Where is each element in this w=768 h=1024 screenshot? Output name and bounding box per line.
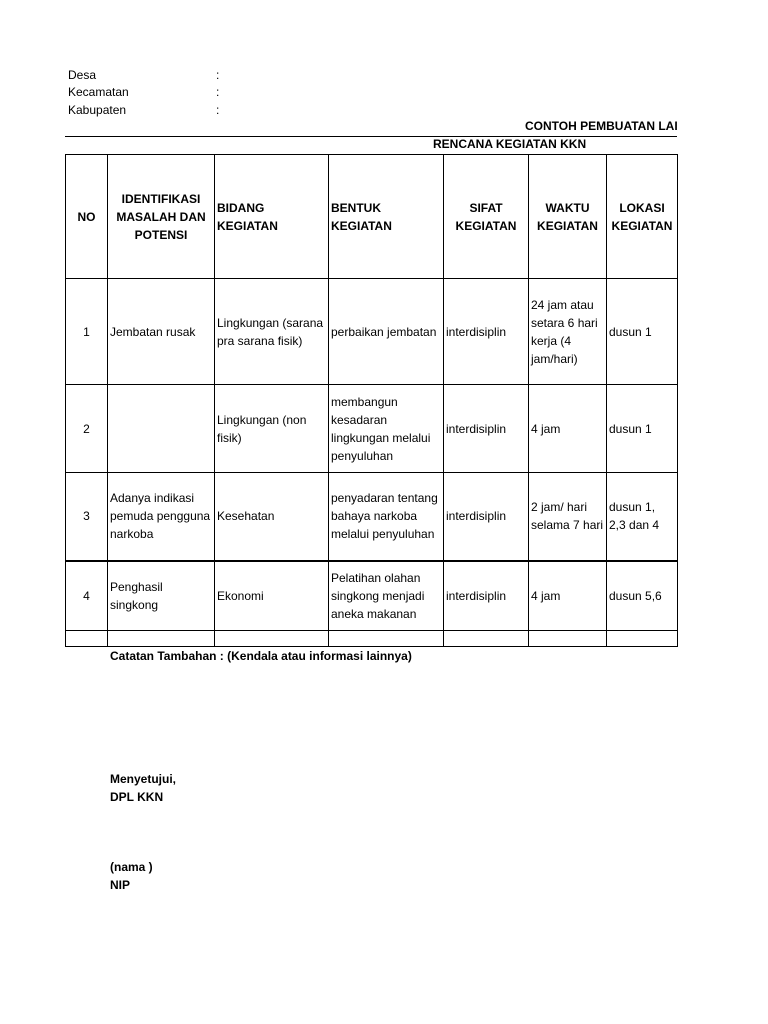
cell-bentuk: perbaikan jembatan <box>329 279 444 385</box>
cell-lokasi <box>607 631 678 647</box>
cell-bentuk: penyadaran tentang bahaya narkoba melalui penyuluhan <box>329 473 444 561</box>
cell-bidang: Lingkungan (sarana pra sarana fisik) <box>215 279 329 385</box>
table-row-empty <box>66 631 678 647</box>
kabupaten-label: Kabupaten <box>68 103 127 117</box>
cell-bentuk: membangun kesadaran lingkungan melalui penyuluhan <box>329 385 444 473</box>
document-title: CONTOH PEMBUATAN LAI <box>525 119 678 133</box>
cell-no: 3 <box>66 473 108 561</box>
activity-plan-table <box>65 154 678 647</box>
cell-identifikasi: Jembatan rusak <box>108 279 215 385</box>
cell-identifikasi: Adanya indikasi pemuda pengguna narkoba <box>108 473 215 561</box>
cell-bidang: Lingkungan (non fisik) <box>215 385 329 473</box>
cell-bidang: Ekonomi <box>215 561 329 631</box>
cell-no: 1 <box>66 279 108 385</box>
desa-label: Desa <box>68 68 97 82</box>
cell-waktu: 4 jam <box>529 385 607 473</box>
table-title: RENCANA KEGIATAN KKN <box>433 137 587 151</box>
kabupaten-colon: : <box>216 103 220 117</box>
name-placeholder: (nama ) <box>110 860 153 874</box>
kecamatan-colon: : <box>216 85 220 99</box>
table-row <box>66 279 678 385</box>
cell-sifat: interdisiplin <box>444 561 529 631</box>
header-no: NO <box>66 155 108 279</box>
cell-lokasi: dusun 1 <box>607 279 678 385</box>
header-bidang: BIDANG KEGIATAN <box>215 155 329 279</box>
nip-label: NIP <box>110 878 131 892</box>
cell-bentuk: Pelatihan olahan singkong menjadi aneka makanan <box>329 561 444 631</box>
cell-sifat: interdisiplin <box>444 385 529 473</box>
header-bentuk: BENTUK KEGIATAN <box>329 155 444 279</box>
cell-lokasi: dusun 1, 2,3 dan 4 <box>607 473 678 561</box>
cell-identifikasi <box>108 385 215 473</box>
cell-waktu: 2 jam/ hari selama 7 hari <box>529 473 607 561</box>
header-waktu: WAKTU KEGIATAN <box>529 155 607 279</box>
dpl-label: DPL KKN <box>110 790 164 804</box>
additional-notes: Catatan Tambahan : (Kendala atau informasi lainnya) <box>110 649 412 663</box>
desa-colon: : <box>216 68 220 82</box>
cell-bidang: Kesehatan <box>215 473 329 561</box>
cell-lokasi: dusun 1 <box>607 385 678 473</box>
cell-sifat: interdisiplin <box>444 473 529 561</box>
cell-sifat: interdisiplin <box>444 279 529 385</box>
cell-identifikasi: Penghasil singkong <box>108 561 215 631</box>
cell-identifikasi <box>108 631 215 647</box>
header-lokasi: LOKASI KEGIATAN <box>607 155 678 279</box>
cell-bidang <box>215 631 329 647</box>
cell-waktu: 4 jam <box>529 561 607 631</box>
table-row <box>66 561 678 631</box>
cell-no: 2 <box>66 385 108 473</box>
cell-waktu <box>529 631 607 647</box>
cell-no: 4 <box>66 561 108 631</box>
cell-lokasi: dusun 5,6 <box>607 561 678 631</box>
cell-no <box>66 631 108 647</box>
cell-waktu: 24 jam atau setara 6 hari kerja (4 jam/hari) <box>529 279 607 385</box>
cell-sifat <box>444 631 529 647</box>
cell-bentuk <box>329 631 444 647</box>
table-row <box>66 473 678 561</box>
kecamatan-label: Kecamatan <box>68 85 129 99</box>
header-identifikasi: IDENTIFIKASI MASALAH DAN POTENSI <box>108 155 215 279</box>
table-header-row <box>66 155 678 279</box>
header-sifat: SIFAT KEGIATAN <box>444 155 529 279</box>
approval-label: Menyetujui, <box>110 772 177 786</box>
table-row <box>66 385 678 473</box>
